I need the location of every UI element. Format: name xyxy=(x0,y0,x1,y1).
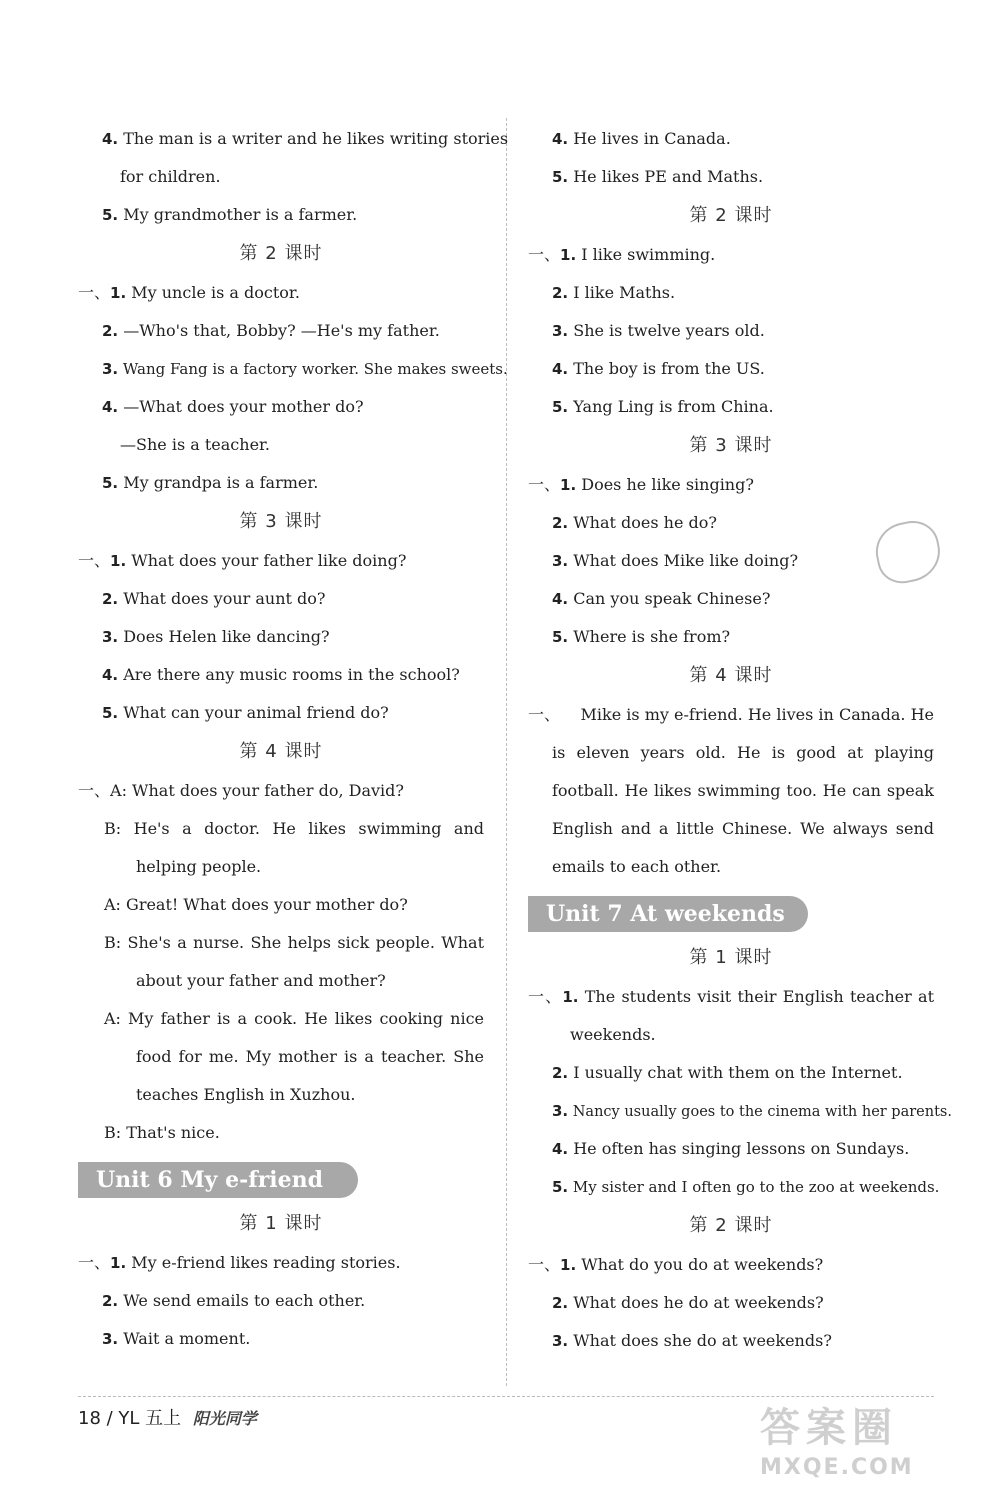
answer-line: 一、1. Does he like singing? xyxy=(528,475,754,494)
answer-line: 3. Does Helen like dancing? xyxy=(102,627,330,646)
answer-line: 4. The boy is from the US. xyxy=(552,359,765,378)
passage-line: is eleven years old. He is good at playing xyxy=(552,743,934,762)
lesson-heading: 第 1 课时 xyxy=(689,947,773,968)
passage-line: football. He likes swimming too. He can speak xyxy=(552,781,934,800)
dialogue-line: A: My father is a cook. He likes cooking nice xyxy=(104,1009,484,1028)
answer-line: 2. We send emails to each other. xyxy=(102,1291,366,1310)
page-footer xyxy=(78,1404,257,1430)
answer-line: 5. He likes PE and Maths. xyxy=(552,167,764,186)
brand-logo: 阳光同学 xyxy=(192,1409,257,1428)
answer-line: 4. Are there any music rooms in the school? xyxy=(102,665,460,684)
passage-line: emails to each other. xyxy=(552,857,722,876)
answer-line: 2. What does your aunt do? xyxy=(102,589,326,608)
unit-title: Unit 7 At weekends xyxy=(528,896,808,932)
answer-line: 5. My grandmother is a farmer. xyxy=(102,205,358,224)
answer-line: 2. What does he do at weekends? xyxy=(552,1293,824,1312)
answer-line: 5. My grandpa is a farmer. xyxy=(102,473,319,492)
answer-line: 2. I like Maths. xyxy=(552,283,676,302)
answer-line: 3. Wait a moment. xyxy=(102,1329,251,1348)
lesson-heading: 第 3 课时 xyxy=(239,511,323,532)
answer-line: 一、1. My e-friend likes reading stories. xyxy=(78,1253,401,1272)
watermark-title: 答案圈 xyxy=(760,1405,898,1451)
answer-line: 4. —What does your mother do? xyxy=(102,397,364,416)
answer-line: 3. What does Mike like doing? xyxy=(552,551,799,570)
answer-line: 4. The man is a writer and he likes writing stories xyxy=(102,129,509,148)
answer-line: 2. What does he do? xyxy=(552,513,717,532)
dialogue-line: 一、A: What does your father do, David? xyxy=(78,781,404,800)
answer-line: weekends. xyxy=(570,1025,656,1044)
dialogue-line: about your father and mother? xyxy=(136,971,386,990)
unit-banner xyxy=(528,894,934,934)
answer-line: for children. xyxy=(120,167,221,186)
unit-banner xyxy=(78,1160,484,1200)
lesson-heading: 第 2 课时 xyxy=(239,243,323,264)
answer-line: 4. Can you speak Chinese? xyxy=(552,589,771,608)
answer-line: 5. Yang Ling is from China. xyxy=(552,397,774,416)
answer-line: 2. —Who's that, Bobby? —He's my father. xyxy=(102,321,440,340)
answer-line: 3. She is twelve years old. xyxy=(552,321,765,340)
lesson-heading: 第 4 课时 xyxy=(689,665,773,686)
answer-line: 4. He lives in Canada. xyxy=(552,129,731,148)
lesson-heading: 第 1 课时 xyxy=(239,1213,323,1234)
answer-line: 2. I usually chat with them on the Internet. xyxy=(552,1063,903,1082)
passage-line: 一、 Mike is my e-friend. He lives in Canada. He xyxy=(528,705,934,724)
dialogue-line: B: She's a nurse. She helps sick people. What xyxy=(104,933,484,952)
answer-line: 3. Nancy usually goes to the cinema with her parents. xyxy=(552,1102,952,1120)
site-watermark xyxy=(760,1396,990,1480)
dialogue-line: A: Great! What does your mother do? xyxy=(104,895,408,914)
unit-title: Unit 6 My e-friend xyxy=(78,1162,358,1198)
dialogue-line: teaches English in Xuzhou. xyxy=(136,1085,356,1104)
answer-line: 3. Wang Fang is a factory worker. She makes sweets. xyxy=(102,360,508,378)
answer-line: —She is a teacher. xyxy=(120,435,271,454)
answer-line: 一、1. What does your father like doing? xyxy=(78,551,407,570)
lesson-heading: 第 4 课时 xyxy=(239,741,323,762)
lesson-heading: 第 2 课时 xyxy=(689,205,773,226)
right-column xyxy=(528,120,952,1360)
page-number: 18 / YL 五上 xyxy=(78,1408,182,1429)
watermark-url: MXQE.COM xyxy=(760,1455,914,1480)
dialogue-line: food for me. My mother is a teacher. She xyxy=(136,1047,484,1066)
answer-line: 一、1. I like swimming. xyxy=(528,245,716,264)
answer-line: 4. He often has singing lessons on Sundays. xyxy=(552,1139,910,1158)
lesson-heading: 第 2 课时 xyxy=(689,1215,773,1236)
answer-line: 一、1. What do you do at weekends? xyxy=(528,1255,824,1274)
answer-line: 一、1. The students visit their English teacher at xyxy=(528,987,934,1006)
dialogue-line: B: He's a doctor. He likes swimming and xyxy=(104,819,484,838)
passage-line: English and a little Chinese. We always send xyxy=(552,819,934,838)
lesson-heading: 第 3 课时 xyxy=(689,435,773,456)
left-column xyxy=(78,120,509,1358)
answer-line: 5. Where is she from? xyxy=(552,627,731,646)
answer-line: 3. What does she do at weekends? xyxy=(552,1331,832,1350)
dialogue-line: B: That's nice. xyxy=(104,1123,220,1142)
column-divider xyxy=(506,118,507,1386)
answer-line: 一、1. My uncle is a doctor. xyxy=(78,283,300,302)
dialogue-line: helping people. xyxy=(136,857,262,876)
answer-line: 5. What can your animal friend do? xyxy=(102,703,389,722)
answer-line: 5. My sister and I often go to the zoo at weekends. xyxy=(552,1178,940,1196)
